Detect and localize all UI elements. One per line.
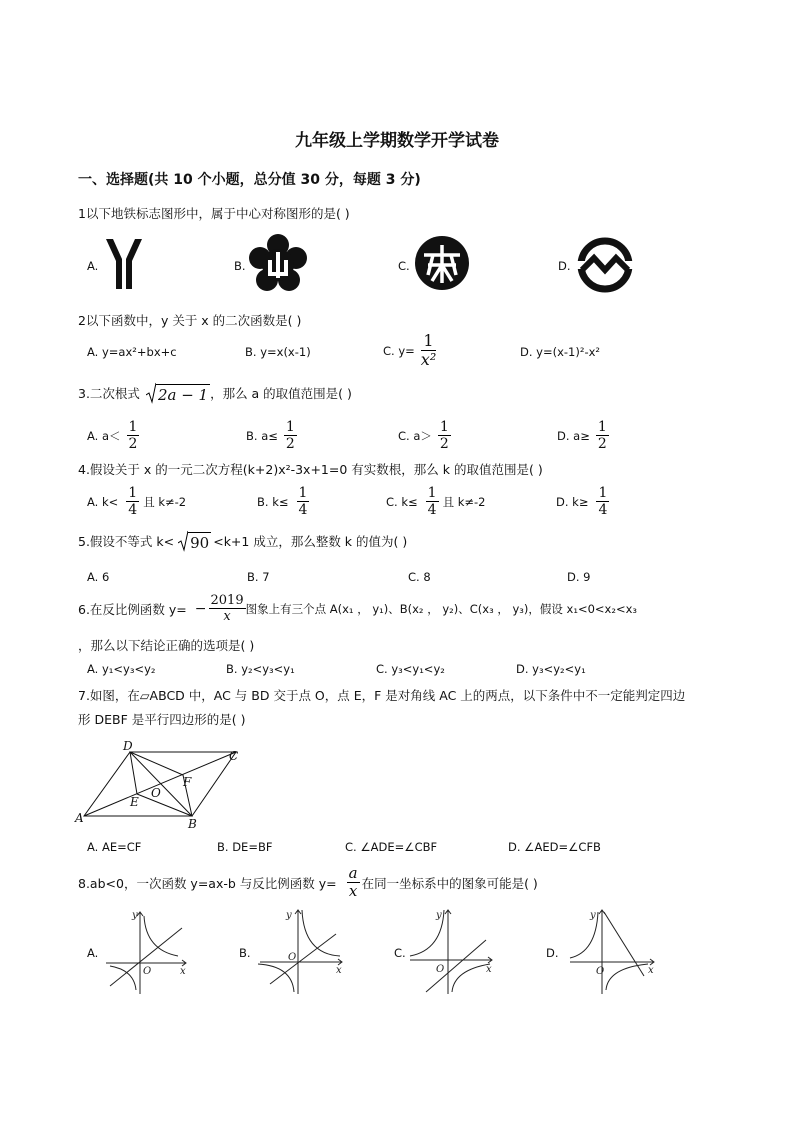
q8-fraction bbox=[347, 866, 360, 899]
q4-a-tail: 且 k≠-2 bbox=[143, 494, 187, 509]
q3-option-a bbox=[87, 420, 139, 451]
q6-stem-post: 图象上有三个点 A(x₁ ， y₁)、B(x₂ ， y₂)、C(x₃ ， y₃)，假设 x₁<0<x₂<x₃ bbox=[245, 601, 638, 616]
q2-option-a: A. y=ax²+bx+c bbox=[87, 345, 177, 359]
fraction-num: 1 bbox=[128, 485, 138, 501]
q4-d-label: D. k≥ bbox=[556, 494, 589, 509]
question-6-stem bbox=[78, 594, 637, 623]
fraction-num: 1 bbox=[128, 419, 138, 435]
q4-c-tail: 且 k≠-2 bbox=[442, 494, 486, 509]
q3-b-label: B. a≤ bbox=[246, 428, 278, 443]
q3-option-d bbox=[557, 420, 609, 451]
q8-stem-post: 在同一坐标系中的图象可能是( ) bbox=[361, 875, 538, 891]
graph-a bbox=[102, 906, 192, 996]
q1-option-c-label: C. bbox=[398, 259, 410, 273]
q3-a-fraction bbox=[127, 420, 140, 451]
q4-d-fraction bbox=[596, 486, 609, 517]
q4-b-label: B. k≤ bbox=[257, 494, 289, 509]
axis-y-label: y bbox=[132, 910, 138, 921]
logo-b-flower-icon bbox=[248, 234, 308, 294]
q5-radical bbox=[178, 530, 211, 552]
fraction-den: 4 bbox=[128, 502, 138, 518]
graph-c bbox=[406, 906, 498, 996]
q6-option-d: D. y₃<y₂<y₁ bbox=[516, 662, 586, 676]
q5-stem-post: <k+1 成立，那么整数 k 的值为( ) bbox=[213, 534, 408, 549]
q6-option-c: C. y₃<y₁<y₂ bbox=[376, 662, 445, 676]
radical-sign-icon bbox=[146, 382, 156, 404]
radical-sign-icon bbox=[178, 530, 188, 552]
q6-stem-pre: 6.在反比例函数 y= bbox=[78, 601, 187, 617]
fraction-num: 2019 bbox=[210, 593, 244, 608]
fraction-den: 2 bbox=[285, 436, 295, 452]
point-d-label: D bbox=[123, 739, 133, 753]
question-3-stem bbox=[78, 382, 352, 404]
q2-c-prefix: C. y= bbox=[383, 343, 415, 358]
question-7-line2: 形 DEBF 是平行四边形的是( ) bbox=[78, 712, 246, 727]
q3-radicand: 2a − 1 bbox=[157, 386, 209, 404]
q7-option-a: A. AE=CF bbox=[87, 840, 142, 854]
fraction-num: 1 bbox=[427, 485, 437, 501]
question-8-stem bbox=[78, 866, 538, 899]
q5-option-d: D. 9 bbox=[567, 570, 591, 584]
q6-option-b: B. y₂<y₃<y₁ bbox=[226, 662, 295, 676]
section-heading: 一、选择题(共 10 个小题，总分值 30 分，每题 3 分) bbox=[78, 172, 421, 188]
fraction-den: 4 bbox=[298, 502, 308, 518]
axis-x-label: x bbox=[486, 964, 492, 975]
graph-d bbox=[566, 906, 660, 996]
q3-d-fraction bbox=[596, 420, 609, 451]
origin-label: O bbox=[143, 966, 152, 977]
q4-option-b bbox=[257, 486, 309, 517]
q5-radicand: 90 bbox=[190, 534, 210, 552]
fraction-den: 2 bbox=[597, 436, 607, 452]
axis-y-label: y bbox=[436, 910, 442, 921]
fraction-den: x bbox=[223, 609, 231, 624]
axis-x-label: x bbox=[336, 965, 342, 976]
q7-option-d: D. ∠AED=∠CFB bbox=[508, 840, 601, 854]
q4-a-fraction bbox=[126, 486, 139, 517]
q5-option-b: B. 7 bbox=[247, 570, 270, 584]
q1-option-a-label: A. bbox=[87, 259, 99, 273]
q6-fraction bbox=[209, 594, 246, 623]
page-title: 九年级上学期数学开学试卷 bbox=[295, 131, 499, 151]
q3-radical bbox=[146, 382, 210, 404]
q3-c-fraction bbox=[438, 420, 451, 451]
axis-x-label: x bbox=[648, 965, 654, 976]
fraction-den: x bbox=[348, 882, 358, 900]
q3-stem-post: ，那么 a 的取值范围是( ) bbox=[210, 386, 352, 401]
fraction-num: 1 bbox=[298, 485, 308, 501]
q8-option-a-label: A. bbox=[87, 946, 99, 960]
question-4-stem: 4.假设关于 x 的一元二次方程(k+2)x²-3x+1=0 有实数根，那么 k 的取值范围是( ) bbox=[78, 462, 543, 477]
point-o-label: O bbox=[151, 786, 161, 800]
q1-option-d-label: D. bbox=[558, 259, 571, 273]
fraction-num: 1 bbox=[439, 419, 449, 435]
q5-option-c: C. 8 bbox=[408, 570, 431, 584]
q3-d-label: D. a≥ bbox=[557, 428, 590, 443]
q4-option-d bbox=[556, 486, 609, 517]
q7-option-c: C. ∠ADE=∠CBF bbox=[345, 840, 438, 854]
q4-a-label: A. k< bbox=[87, 494, 119, 509]
q4-option-c bbox=[386, 486, 485, 517]
q5-option-a: A. 6 bbox=[87, 570, 110, 584]
axis-y-label: y bbox=[286, 910, 292, 921]
q4-c-label: C. k≤ bbox=[386, 494, 418, 509]
q4-c-fraction bbox=[426, 486, 439, 517]
point-b-label: B bbox=[188, 817, 197, 830]
point-f-label: F bbox=[183, 775, 192, 789]
point-a-label: A bbox=[75, 811, 84, 825]
q2-c-fraction bbox=[421, 333, 436, 368]
q2-c-den: x² bbox=[420, 350, 437, 369]
fraction-num: 1 bbox=[597, 419, 607, 435]
point-c-label: C bbox=[229, 749, 239, 763]
axis-y-label: y bbox=[590, 910, 596, 921]
logo-c-circle-icon bbox=[414, 235, 470, 291]
question-6-stem-line2: ，那么以下结论正确的选项是( ) bbox=[78, 638, 255, 653]
q8-option-c-label: C. bbox=[394, 946, 406, 960]
q3-option-c bbox=[398, 420, 451, 451]
q3-c-label: C. a＞ bbox=[398, 428, 432, 443]
q4-option-a bbox=[87, 486, 186, 517]
origin-label: O bbox=[436, 964, 445, 975]
q3-stem-pre: 3.二次根式 bbox=[78, 386, 140, 401]
q2-c-num: 1 bbox=[423, 331, 434, 350]
parallelogram-figure bbox=[74, 736, 250, 830]
fraction-den: 2 bbox=[128, 436, 138, 452]
q1-option-b-label: B. bbox=[234, 259, 246, 273]
q3-b-fraction bbox=[284, 420, 297, 451]
q7-option-b: B. DE=BF bbox=[217, 840, 273, 854]
q5-stem-pre: 5.假设不等式 k< bbox=[78, 534, 175, 549]
q3-a-label: A. a＜ bbox=[87, 428, 121, 443]
point-e-label: E bbox=[130, 795, 139, 809]
fraction-num: 1 bbox=[598, 485, 608, 501]
q2-option-c bbox=[383, 333, 436, 368]
axis-x-label: x bbox=[180, 966, 186, 977]
q4-b-fraction bbox=[297, 486, 310, 517]
q2-option-d: D. y=(x-1)²-x² bbox=[520, 345, 601, 359]
graph-b bbox=[256, 906, 348, 996]
question-2-stem: 2以下函数中，y 关于 x 的二次函数是( ) bbox=[78, 313, 302, 328]
q2-option-b: B. y=x(x-1) bbox=[245, 345, 311, 359]
q6-option-a: A. y₁<y₃<y₂ bbox=[87, 662, 156, 676]
logo-a-y-shape-icon bbox=[104, 237, 144, 291]
fraction-den: 4 bbox=[598, 502, 608, 518]
origin-label: O bbox=[596, 966, 605, 977]
fraction-num: 1 bbox=[285, 419, 295, 435]
q8-option-b-label: B. bbox=[239, 946, 251, 960]
q8-stem-pre: 8.ab<0，一次函数 y=ax-b 与反比例函数 y= bbox=[78, 875, 337, 891]
logo-d-ring-icon bbox=[576, 236, 634, 294]
question-1-stem: 1以下地铁标志图形中，属于中心对称图形的是( ) bbox=[78, 206, 350, 221]
fraction-den: 4 bbox=[427, 502, 437, 518]
question-5-stem bbox=[78, 530, 407, 552]
q8-option-d-label: D. bbox=[546, 946, 559, 960]
fraction-num: a bbox=[348, 864, 358, 882]
question-7-line1: 7.如图，在▱ABCD 中，AC 与 BD 交于点 O，点 E，F 是对角线 AC 上的两点，以下条件中不一定能判定四边 bbox=[78, 688, 686, 703]
origin-label: O bbox=[288, 952, 297, 963]
fraction-den: 2 bbox=[439, 436, 449, 452]
q3-option-b bbox=[246, 420, 297, 451]
q6-minus: − bbox=[194, 600, 207, 617]
